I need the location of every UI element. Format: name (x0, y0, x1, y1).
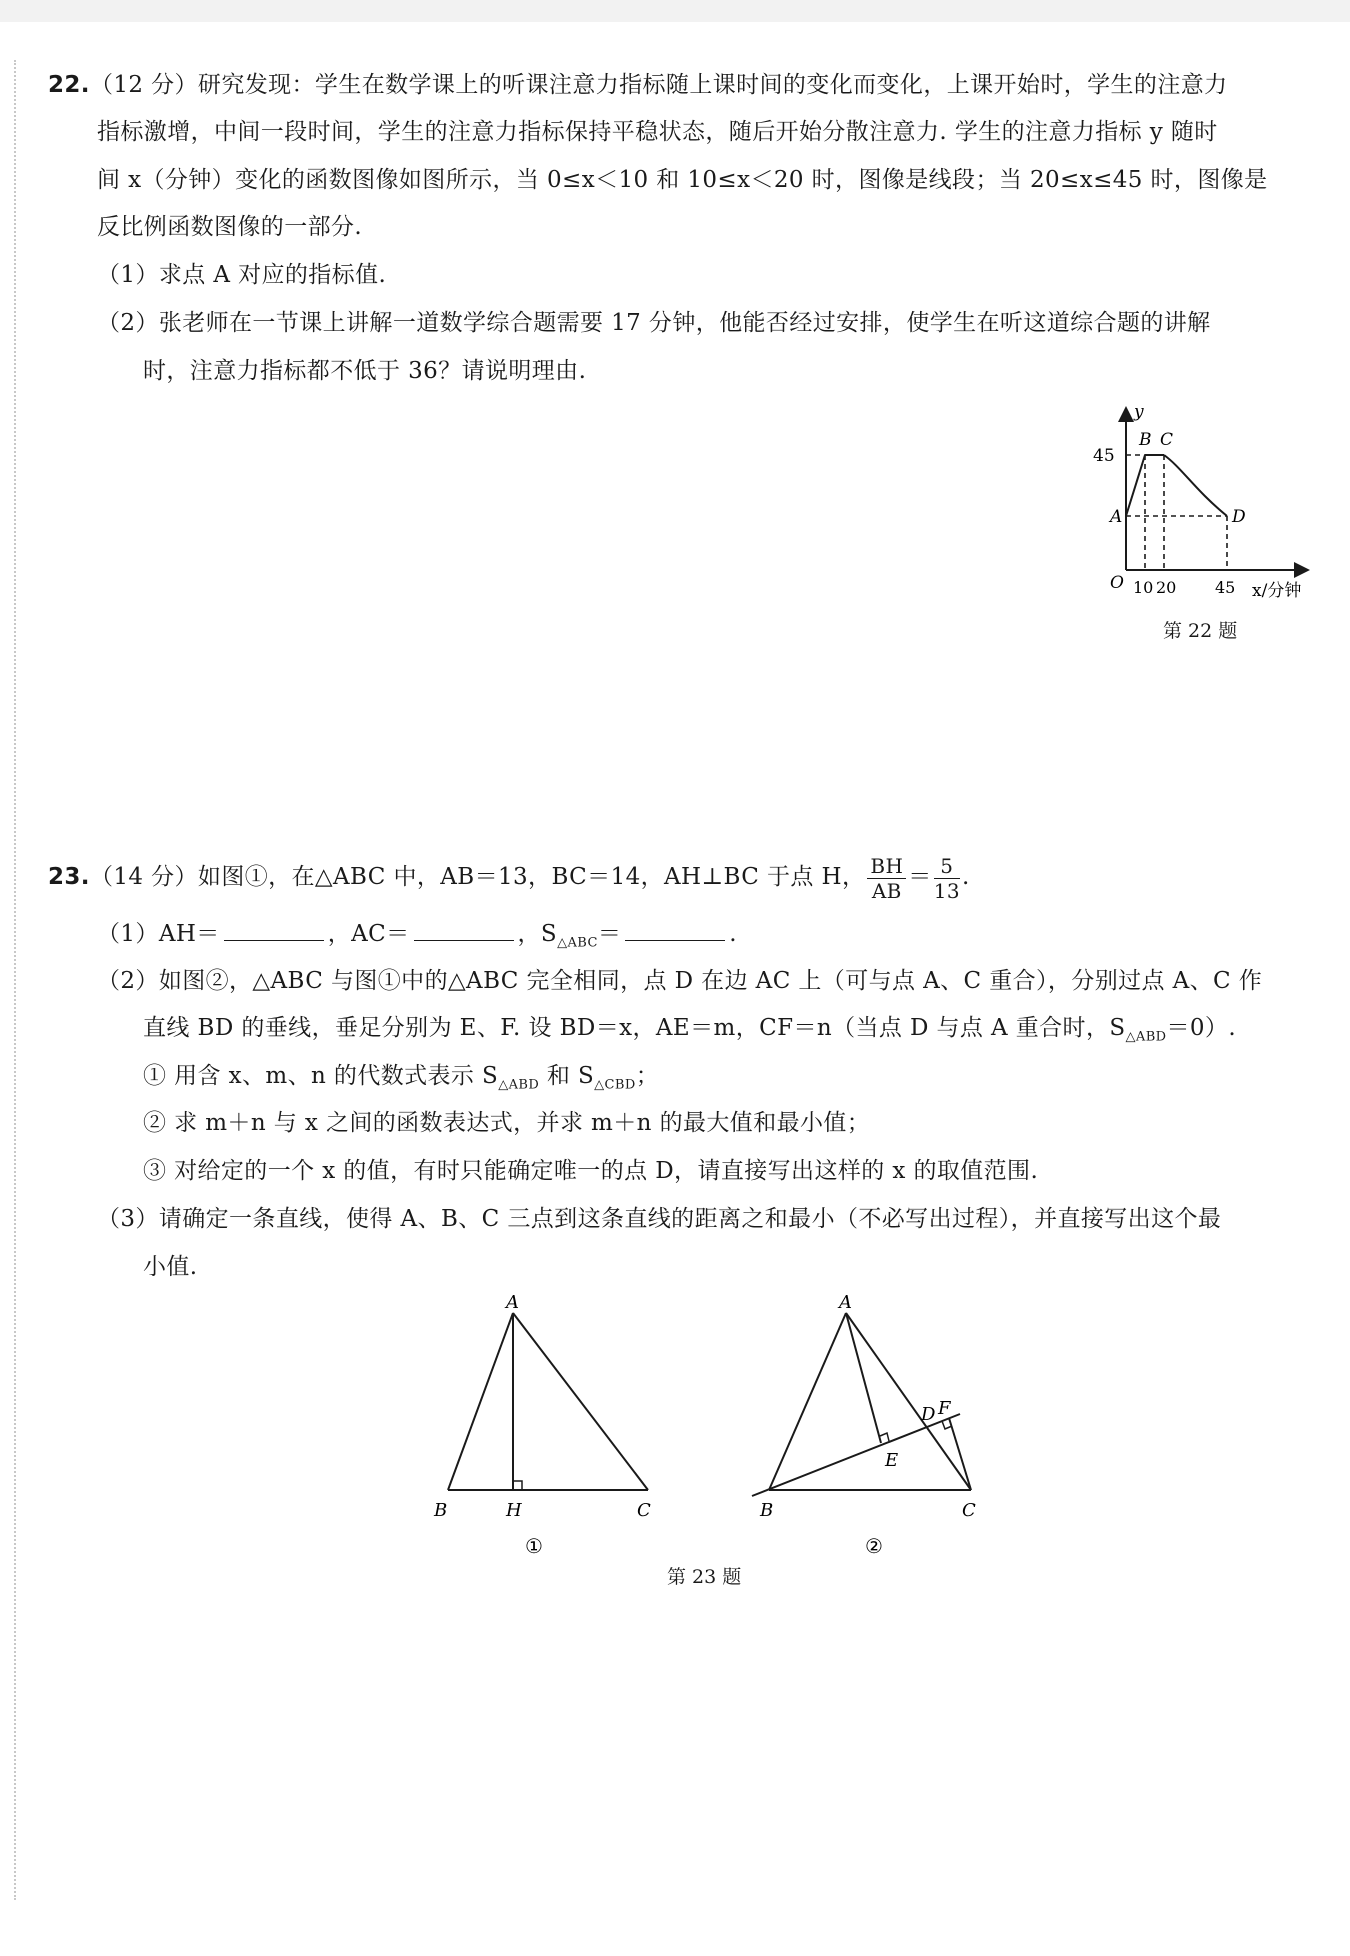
q23-frac1-denominator: AB (871, 878, 902, 903)
q23-part-2-line-2 (143, 1013, 1236, 1053)
fig1-side-ab (448, 1313, 513, 1490)
q23-fraction-5-13 (934, 854, 960, 903)
q23-part-3-line-1: （3）请确定一条直线，使得 A、B、C 三点到这条直线的距离之和最小（不必写出过程），并直接写出这个最 (97, 1206, 1222, 1232)
q23-s1-text-b: 和 S (539, 1063, 595, 1089)
q23-s1-text-a: ① 用含 x、m、n 的代数式表示 S (143, 1063, 499, 1089)
q23-figure-1 (420, 1290, 660, 1560)
q22-tick-20: 20 (1156, 578, 1177, 597)
q23-blank-area[interactable] (625, 918, 725, 941)
q23-head: （14 分）如图①，在△ABC 中，AB＝13，BC＝14，AH⊥BC 于点 H， (89, 864, 866, 890)
q22-tick-45x: 45 (1215, 578, 1236, 597)
q22-line-1 (48, 70, 1228, 100)
q23-p2-text-b: ＝0）. (1166, 1015, 1237, 1041)
q22-hyperbola-cd (1164, 455, 1227, 516)
q23-s1-sub-1: △ABD (498, 1077, 540, 1093)
q22-line-2: 指标激增，中间一段时间，学生的注意力指标保持平稳状态，随后开始分散注意力. 学生的注意力指标 y 随时 (97, 119, 1218, 145)
q23-line-1 (48, 850, 970, 904)
q22-function-graph (1090, 400, 1335, 610)
fig2-label-b: B (760, 1500, 774, 1521)
fig1-label-h: H (506, 1500, 522, 1521)
fig1-label-a: A (506, 1292, 519, 1313)
q22-x-axis-label: x/分钟 (1252, 581, 1302, 601)
q22-line-4: 反比例函数图像的一部分. (97, 214, 363, 240)
q23-frac2-denominator: 13 (933, 878, 960, 903)
fig2-label-d: D (921, 1404, 936, 1425)
q23-blank-ac[interactable] (414, 918, 514, 941)
fig1-right-angle-mark (513, 1481, 522, 1490)
q22-number: 22. (48, 72, 90, 98)
q23-part-2-line-1: （2）如图②，△ABC 与图①中的△ABC 完全相同，点 D 在边 AC 上（可与点 A、C 重合），分别过点 A、C 作 (97, 968, 1263, 994)
q23-p1-area-eq: ＝ (597, 921, 622, 947)
q23-blank-ah[interactable] (224, 918, 324, 941)
q23-p1-end: . (729, 921, 737, 947)
q22-line-3: 间 x（分钟）变化的函数图像如图所示，当 0≤x＜10 和 10≤x＜20 时，图像是线段；当 20≤x≤45 时，图像是 (97, 167, 1268, 193)
binding-margin-line (14, 60, 16, 1900)
fig2-side-ac (846, 1313, 971, 1490)
fig2-label-a: A (839, 1292, 852, 1313)
fig2-label-f: F (938, 1398, 951, 1419)
fig1-side-ac (513, 1313, 648, 1490)
fig2-label-e: E (885, 1450, 899, 1471)
q23-sub-2: ② 求 m＋n 与 x 之间的函数表达式，并求 m＋n 的最大值和最小值； (143, 1110, 871, 1136)
top-margin-band (0, 0, 1350, 22)
q22-part-1: （1）求点 A 对应的指标值. (97, 262, 387, 288)
q23-head-end: . (961, 864, 970, 890)
q22-point-b: B (1139, 430, 1152, 450)
q23-part-1 (97, 918, 737, 959)
q23-frac1-numerator: BH (867, 854, 906, 879)
q23-number: 23. (48, 864, 90, 890)
q23-p1-area-label: ，S (517, 921, 558, 947)
fig2-perpendicular-ae (846, 1313, 881, 1443)
q22-text-1: （12 分）研究发现：学生在数学课上的听课注意力指标随上课时间的变化而变化，上课开始时，学生的注意力 (89, 72, 1228, 98)
q23-fraction-bh-ab (867, 854, 906, 903)
q23-equals: ＝ (908, 864, 932, 890)
q22-origin: O (1110, 573, 1124, 593)
q23-part-3-line-2: 小值. (143, 1254, 198, 1280)
fig1-label-b: B (434, 1500, 448, 1521)
q23-p2-text-a: 直线 BD 的垂线，垂足分别为 E、F. 设 BD＝x，AE＝m，CF＝n（当点 D 与点 A 重合时，S (143, 1015, 1126, 1041)
q23-p1-ah-label: （1）AH＝ (97, 921, 220, 947)
q22-segment-ab (1126, 455, 1145, 516)
q22-point-c: C (1160, 430, 1174, 450)
fig2-label-c: C (962, 1500, 976, 1521)
fig1-number-label: ① (525, 1534, 543, 1558)
q23-p2-sub: △ABD (1125, 1029, 1167, 1045)
fig2-number-label: ② (865, 1534, 883, 1558)
q23-sub-1 (143, 1061, 659, 1101)
q23-s1-text-c: ； (635, 1063, 660, 1089)
q23-p1-area-sub: △ABC (557, 935, 598, 951)
q22-part-2-line-1: （2）张老师在一节课上讲解一道数学综合题需要 17 分钟，他能否经过安排，使学生在听这道综合题的讲解 (97, 310, 1211, 336)
q22-point-d: D (1232, 507, 1246, 527)
q22-part-2-line-2: 时，注意力指标都不低于 36？请说明理由. (143, 358, 587, 384)
q22-figure-caption: 第 22 题 (1163, 620, 1238, 642)
q23-sub-3: ③ 对给定的一个 x 的值，有时只能确定唯一的点 D，请直接写出这样的 x 的取值范围. (143, 1158, 1039, 1184)
q23-p1-ac-label: ，AC＝ (327, 921, 410, 947)
q23-s1-sub-2: △CBD (594, 1077, 636, 1093)
q23-figure-caption: 第 23 题 (667, 1566, 742, 1588)
fig2-right-angle-e (880, 1433, 889, 1441)
q23-figure-2 (740, 1290, 1000, 1560)
q23-frac2-numerator: 5 (934, 854, 960, 879)
fig1-label-c: C (637, 1500, 651, 1521)
q22-tick-45: 45 (1093, 446, 1115, 466)
fig2-perpendicular-cf (949, 1418, 971, 1490)
q22-point-a: A (1110, 507, 1123, 527)
q22-y-axis-label: y (1134, 402, 1144, 422)
q22-tick-10: 10 (1133, 578, 1154, 597)
